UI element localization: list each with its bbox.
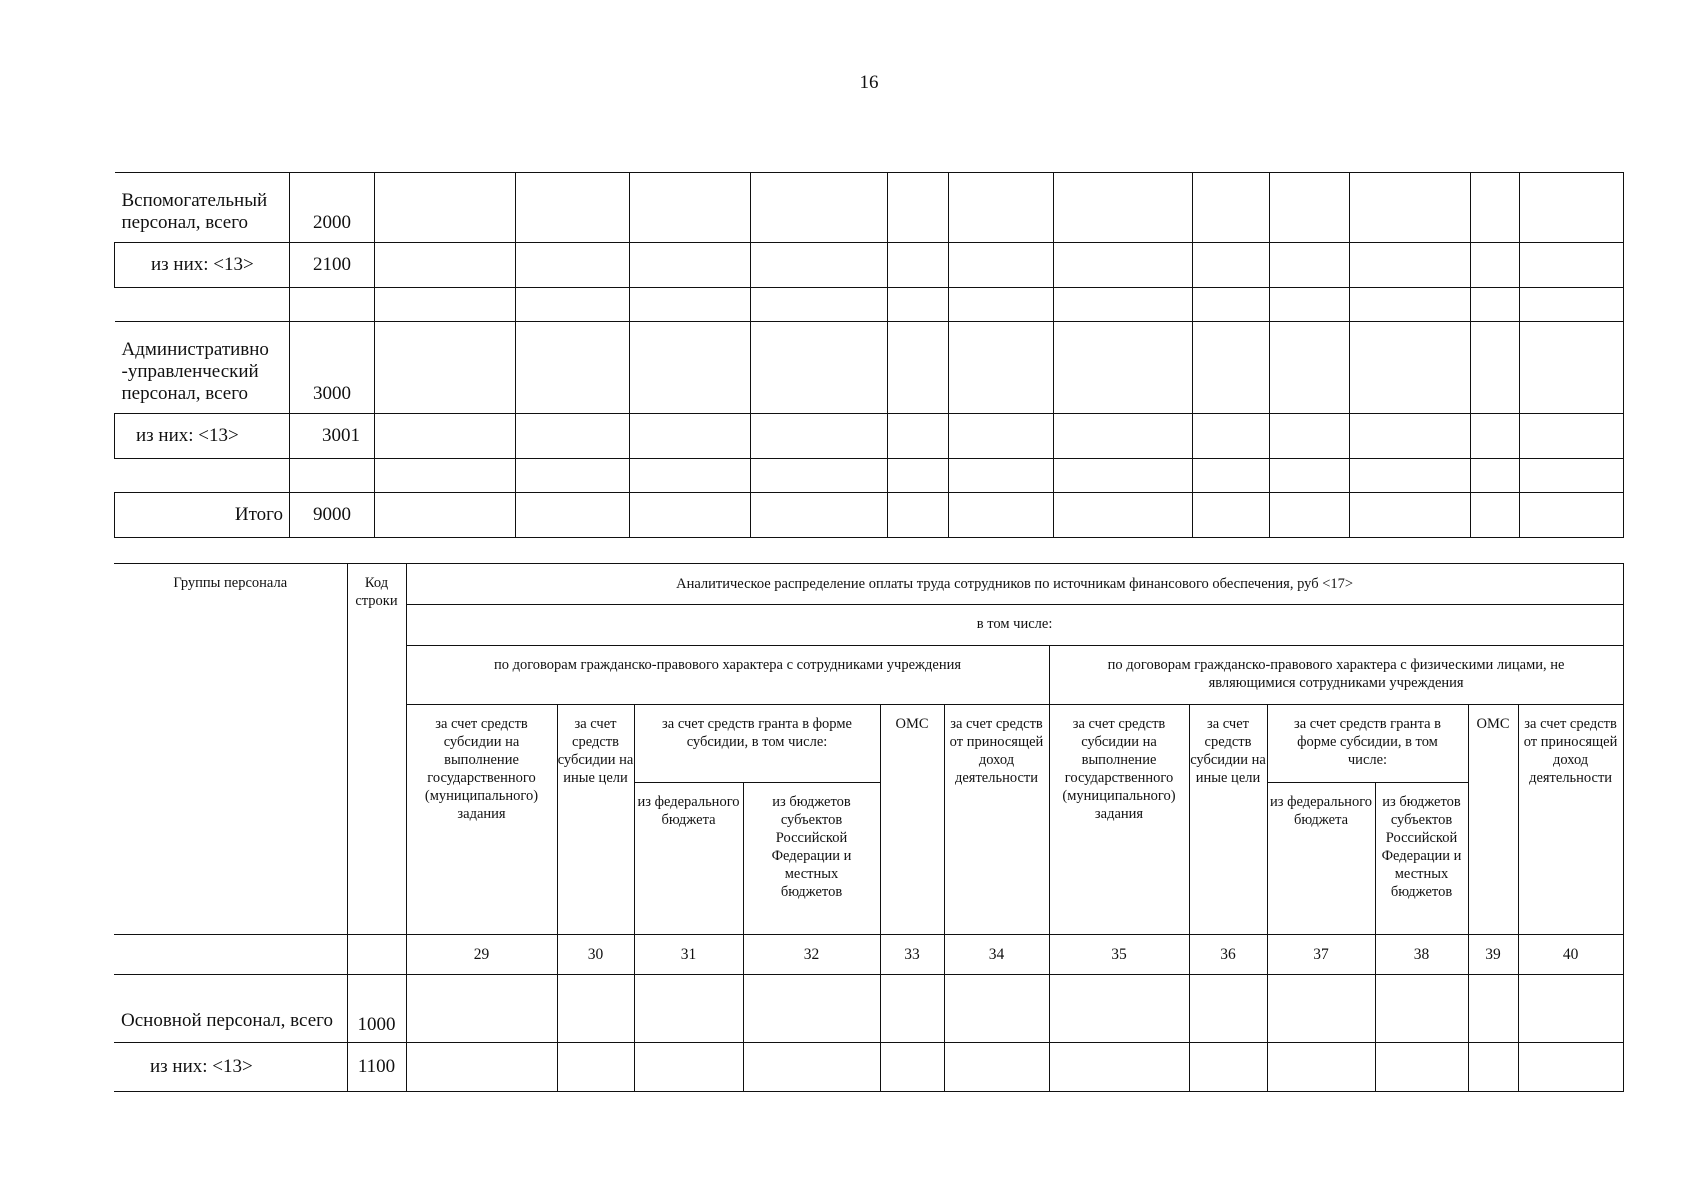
table-row — [115, 243, 1624, 288]
column-number: 38 — [1375, 935, 1468, 975]
header-federal: из федерального бюджета — [634, 783, 743, 935]
header-subsidy-task: за счет средств субсидии на выполнение государственного (муниципального) задания — [406, 705, 557, 935]
row-code: 3001 — [290, 414, 375, 459]
table-row — [115, 288, 1624, 322]
header-federal: из федерального бюджета — [1267, 783, 1375, 935]
row-code: 1000 — [347, 975, 406, 1043]
column-number: 32 — [743, 935, 880, 975]
row-code: 3000 — [290, 322, 375, 414]
row-label: Вспомогательный персонал, всего — [115, 173, 290, 243]
salary-distribution-table — [114, 563, 1624, 1092]
table-row — [114, 975, 1623, 1043]
row-code: 2100 — [290, 243, 375, 288]
header-grant: за счет средств гранта в форме субсидии, в том числе: — [1267, 705, 1468, 783]
column-number: 29 — [406, 935, 557, 975]
row-label-total: Итого — [115, 493, 290, 538]
row-label: Административно -управленческий персонал, всего — [115, 322, 290, 414]
column-number: 40 — [1518, 935, 1623, 975]
header-grant: за счет средств гранта в форме субсидии, в том числе: — [634, 705, 880, 783]
row-code — [290, 288, 375, 322]
column-number: 36 — [1189, 935, 1267, 975]
column-number: 34 — [944, 935, 1049, 975]
row-code: 2000 — [290, 173, 375, 243]
header-oms: ОМС — [880, 705, 944, 935]
row-label: из них: <13> — [115, 414, 290, 459]
header-groups: Группы персонала — [114, 564, 347, 935]
header-analytic: Аналитическое распределение оплаты труда сотрудников по источникам финансового обеспечения, руб <17> — [406, 564, 1623, 605]
table-row — [114, 1043, 1623, 1092]
header-regional: из бюджетов субъектов Российской Федерации и местных бюджетов — [1375, 783, 1468, 935]
row-label — [115, 459, 290, 493]
header-income: за счет средств от приносящей доход деятельности — [1518, 705, 1623, 935]
row-label: из них: <13> — [114, 1043, 347, 1092]
header-gph-individuals: по договорам гражданско-правового характера с физическими лицами, не являющимися сотрудниками учреждения — [1049, 646, 1623, 705]
header-oms: ОМС — [1468, 705, 1518, 935]
header-gph-staff: по договорам гражданско-правового характера с сотрудниками учреждения — [406, 646, 1049, 705]
header-subsidy-other: за счет средств субсидии на иные цели — [557, 705, 634, 935]
column-number: 30 — [557, 935, 634, 975]
header-regional: из бюджетов субъектов Российской Федерации и местных бюджетов — [743, 783, 880, 935]
column-number: 37 — [1267, 935, 1375, 975]
header-subsidy-other: за счет средств субсидии на иные цели — [1189, 705, 1267, 935]
column-number: 39 — [1468, 935, 1518, 975]
row-label: из них: <13> — [115, 243, 290, 288]
column-number: 31 — [634, 935, 743, 975]
column-numbers-row — [114, 935, 1623, 975]
header-subsidy-task: за счет средств субсидии на выполнение государственного (муниципального) задания — [1049, 705, 1189, 935]
table-row — [115, 459, 1624, 493]
row-label: Основной персонал, всего — [114, 975, 347, 1043]
header-including: в том числе: — [406, 605, 1623, 646]
staff-table-continued — [114, 172, 1624, 538]
table-row — [115, 493, 1624, 538]
page-number: 16 — [859, 72, 879, 93]
column-number: 33 — [880, 935, 944, 975]
row-code: 1100 — [347, 1043, 406, 1092]
table-row — [115, 414, 1624, 459]
row-code: 9000 — [290, 493, 375, 538]
row-label — [115, 288, 290, 322]
row-code — [290, 459, 375, 493]
table-row — [115, 173, 1624, 243]
header-income: за счет средств от приносящей доход деятельности — [944, 705, 1049, 935]
table-row — [115, 322, 1624, 414]
header-code: Код строки — [347, 564, 406, 935]
column-number: 35 — [1049, 935, 1189, 975]
